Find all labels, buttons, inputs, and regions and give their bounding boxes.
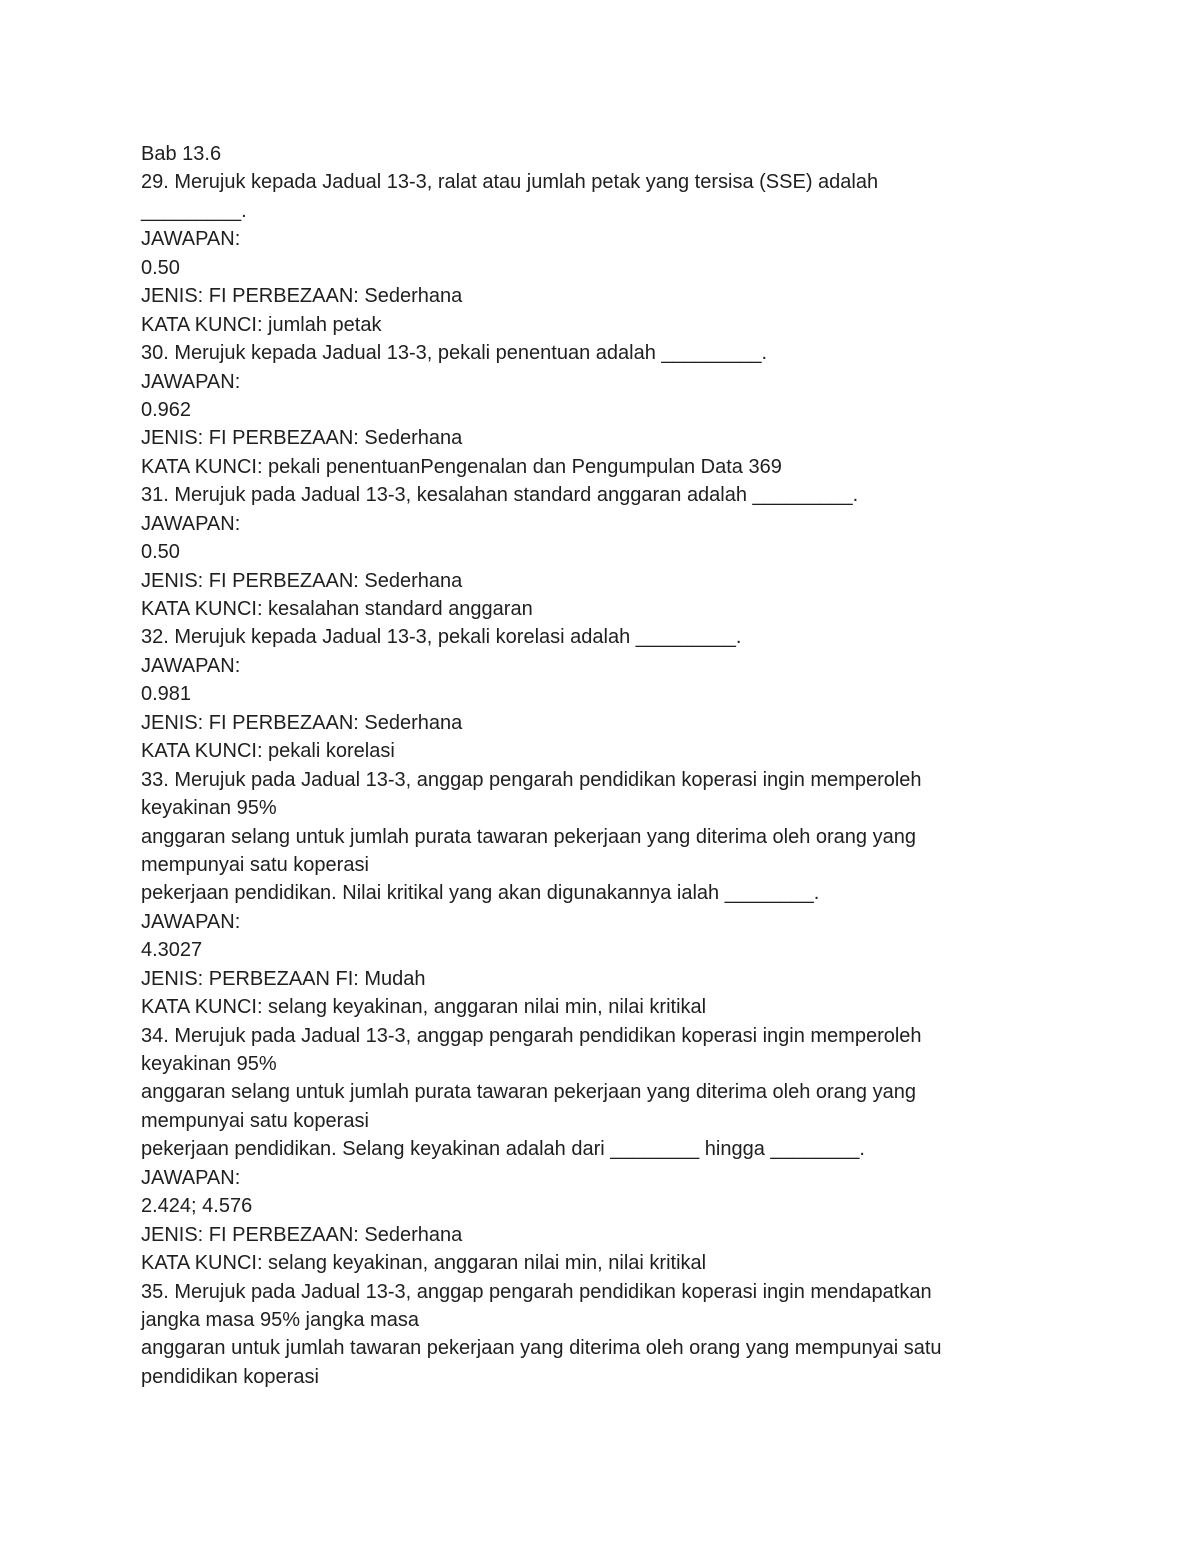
document-line: 4.3027 [141, 939, 203, 962]
document-line: KATA KUNCI: pekali korelasi [141, 740, 395, 763]
document-line: JENIS: FI PERBEZAAN: Sederhana [141, 711, 463, 734]
document-line: JENIS: FI PERBEZAAN: Sederhana [141, 1223, 463, 1246]
document-line: KATA KUNCI: kesalahan standard anggaran [141, 598, 533, 620]
document-line: anggaran selang untuk jumlah purata tawaran pekerjaan yang diterima oleh orang yang [141, 1081, 916, 1104]
document-line: Bab 13.6 [141, 143, 222, 165]
document-line: 0.50 [141, 256, 180, 279]
document-line: KATA KUNCI: selang keyakinan, anggaran nilai min, nilai kritikal [141, 996, 707, 1019]
document-line: 33. Merujuk pada Jadual 13-3, anggap pengarah pendidikan koperasi ingin memperoleh [141, 768, 922, 791]
document-line: JENIS: FI PERBEZAAN: Sederhana [141, 285, 463, 308]
document-line: pekerjaan pendidikan. Nilai kritikal yang akan digunakannya ialah ________. [141, 882, 820, 905]
document-line: 31. Merujuk pada Jadual 13-3, kesalahan standard anggaran adalah _________. [141, 484, 859, 507]
document-line: 0.962 [141, 398, 192, 421]
document-line: KATA KUNCI: jumlah petak [141, 313, 382, 336]
document-line: mempunyai satu koperasi [141, 1109, 369, 1132]
document-line: jangka masa 95% jangka masa [141, 1308, 419, 1331]
document-line: 30. Merujuk kepada Jadual 13-3, pekali penentuan adalah _________. [141, 342, 768, 365]
document-line: JENIS: FI PERBEZAAN: Sederhana [141, 569, 463, 592]
document-line: JENIS: PERBEZAAN FI: Mudah [141, 967, 426, 990]
document-line: JAWAPAN: [141, 370, 241, 393]
document-line: 35. Merujuk pada Jadual 13-3, anggap pengarah pendidikan koperasi ingin mendapatkan [141, 1280, 932, 1303]
document-line: anggaran untuk jumlah tawaran pekerjaan yang diterima oleh orang yang mempunyai satu [141, 1337, 942, 1360]
document-line: _________. [141, 199, 247, 222]
document-line: JAWAPAN: [141, 1166, 241, 1189]
document-line: JAWAPAN: [141, 228, 241, 251]
document-line: JAWAPAN: [141, 910, 241, 933]
document-line: 34. Merujuk pada Jadual 13-3, anggap pengarah pendidikan koperasi ingin memperoleh [141, 1024, 922, 1047]
document-line: JAWAPAN: [141, 654, 241, 677]
document-line: JENIS: FI PERBEZAAN: Sederhana [141, 427, 463, 450]
document-line: keyakinan 95% [141, 1053, 277, 1075]
document-line: mempunyai satu koperasi [141, 853, 369, 876]
document-page [141, 140, 1041, 1391]
document-line: JAWAPAN: [141, 512, 241, 535]
document-line: 29. Merujuk kepada Jadual 13-3, ralat atau jumlah petak yang tersisa (SSE) adalah [141, 171, 879, 194]
document-line: pekerjaan pendidikan. Selang keyakinan adalah dari ________ hingga ________. [141, 1138, 865, 1161]
document-line: 0.50 [141, 541, 180, 564]
document-line: 0.981 [141, 683, 192, 706]
document-line: anggaran selang untuk jumlah purata tawaran pekerjaan yang diterima oleh orang yang [141, 825, 916, 848]
document-line: keyakinan 95% [141, 797, 277, 820]
document-line: KATA KUNCI: pekali penentuanPengenalan dan Pengumpulan Data 369 [141, 455, 782, 478]
document-line: 2.424; 4.576 [141, 1195, 253, 1218]
document-line: 32. Merujuk kepada Jadual 13-3, pekali korelasi adalah _________. [141, 626, 742, 649]
document-line: pendidikan koperasi [141, 1365, 319, 1388]
document-line: KATA KUNCI: selang keyakinan, anggaran nilai min, nilai kritikal [141, 1252, 707, 1275]
